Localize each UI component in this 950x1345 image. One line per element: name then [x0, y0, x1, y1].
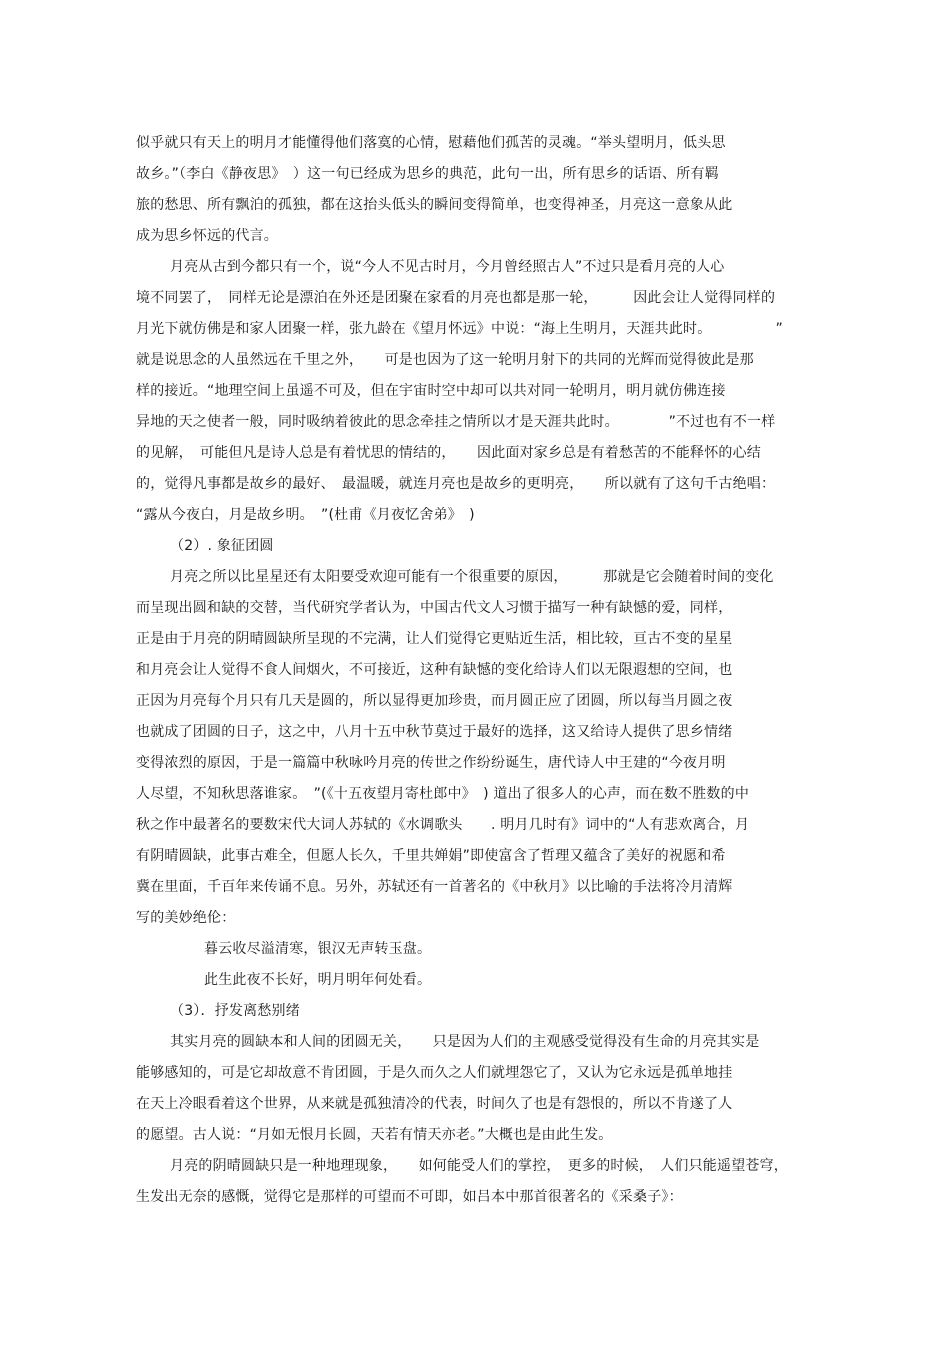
- text-line: 月光下就仿佛是和家人团聚一样，张九龄在《望月怀远》中说：“海上生明月，天涯共此时。 ”: [136, 321, 783, 337]
- text-line: 的见解， 可能但凡是诗人总是有着忧思的情结的， 因此面对家乡总是有着愁苦的不能释怀的心结: [136, 445, 761, 461]
- section-heading: （3）．抒发离愁别绪: [170, 1003, 300, 1019]
- text-line: 能够感知的，可是它却故意不肯团圆，于是久而久之人们就埋怨它了，又认为它永远是孤单地挂: [136, 1065, 733, 1081]
- text-line: 其实月亮的圆缺本和人间的团圆无关， 只是因为人们的主观感受觉得没有生命的月亮其实是: [170, 1034, 760, 1050]
- text-line: 成为思乡怀远的代言。: [136, 228, 278, 244]
- text-line: 而呈现出圆和缺的交替，当代研究学者认为，中国古代文人习惯于描写一种有缺憾的爱，同样，: [136, 600, 733, 616]
- text-line: 也就成了团圆的日子，这之中，八月十五中秋节莫过于最好的选择，这又给诗人提供了思乡情绪: [136, 724, 733, 740]
- text-line: 有阴晴圆缺，此事古难全，但愿人长久，千里共婵娟”即使富含了哲理又蕴含了美好的祝愿和希: [136, 848, 726, 864]
- poem-line: 暮云收尽溢清寒，银汉无声转玉盘。: [204, 941, 432, 957]
- text-line: 故乡。”（李白《静夜思》 ）这一句已经成为思乡的典范，此句一出，所有思乡的话语、所有羁: [136, 166, 719, 182]
- text-line: 正因为月亮每个月只有几天是圆的，所以显得更加珍贵，而月圆正应了团圆，所以每当月圆之夜: [136, 693, 733, 709]
- text-line: 和月亮会让人觉得不食人间烟火，不可接近，这种有缺憾的变化给诗人们以无限遐想的空间，也: [136, 662, 733, 678]
- text-line: 月亮的阴晴圆缺只是一种地理现象， 如何能受人们的掌控， 更多的时候， 人们只能遥望苍穹，: [170, 1158, 788, 1174]
- text-line: 秋之作中最著名的要数宋代大词人苏轼的《水调歌头 . 明月几时有》词中的“人有悲欢离合，月: [136, 817, 750, 833]
- text-line: 境不同罢了， 同样无论是漂泊在外还是团聚在家看的月亮也都是那一轮， 因此会让人觉得同样的: [136, 290, 776, 306]
- text-line: 的愿望。古人说：“月如无恨月长圆，天若有情天亦老。”大概也是由此生发。: [136, 1127, 613, 1143]
- text-line: 月亮从古到今都只有一个，说“今人不见古时月，今月曾经照古人”不过只是看月亮的人心: [170, 259, 725, 275]
- text-line: 正是由于月亮的阴晴圆缺所呈现的不完满，让人们觉得它更贴近生活，相比较，亘古不变的星星: [136, 631, 733, 647]
- text-line: 写的美妙绝伦：: [136, 910, 236, 926]
- text-line: 旅的愁思、所有飘泊的孤独，都在这抬头低头的瞬间变得简单，也变得神圣，月亮这一意象从此: [136, 197, 733, 213]
- section-heading: （2）. 象征团圆: [170, 538, 274, 554]
- text-line: 样的接近。“地理空间上虽遥不可及，但在宇宙时空中却可以共对同一轮明月，明月就仿佛连接: [136, 383, 726, 399]
- text-line: 异地的天之使者一般，同时吸纳着彼此的思念牵挂之情所以才是天涯共此时。 ”不过也有不一样: [136, 414, 776, 430]
- text-line: 的，觉得凡事都是故乡的最好、 最温暖，就连月亮也是故乡的更明亮， 所以就有了这句千古绝唱：: [136, 476, 776, 492]
- text-line: 变得浓烈的原因，于是一篇篇中秋咏吟月亮的传世之作纷纷诞生，唐代诗人中王建的“今夜月明: [136, 755, 726, 771]
- text-line: 月亮之所以比星星还有太阳要受欢迎可能有一个很重要的原因， 那就是它会随着时间的变化: [170, 569, 774, 585]
- text-line: 人尽望，不知秋思落谁家。 ”(《十五夜望月寄杜郎中》 ) 道出了很多人的心声，而在数不胜数的中: [136, 786, 750, 802]
- text-line: 冀在里面，千百年来传诵不息。另外，苏轼还有一首著名的《中秋月》以比喻的手法将冷月清辉: [136, 879, 733, 895]
- text-line: 在天上冷眼看着这个世界，从来就是孤独清冷的代表，时间久了也是有怨恨的，所以不肯遂了人: [136, 1096, 733, 1112]
- text-line: 生发出无奈的感慨，觉得它是那样的可望而不可即，如吕本中那首很著名的《采桑子》：: [136, 1189, 683, 1205]
- poem-line: 此生此夜不长好，明月明年何处看。: [204, 972, 432, 988]
- text-line: 就是说思念的人虽然远在千里之外， 可是也因为了这一轮明月射下的共同的光辉而觉得彼此是那: [136, 352, 754, 368]
- text-line: 似乎就只有天上的明月才能懂得他们落寞的心情，慰藉他们孤苦的灵魂。“举头望明月，低头思: [136, 135, 726, 151]
- text-line: “露从今夜白，月是故乡明。 ”(杜甫《月夜忆舍弟》 ): [136, 507, 475, 523]
